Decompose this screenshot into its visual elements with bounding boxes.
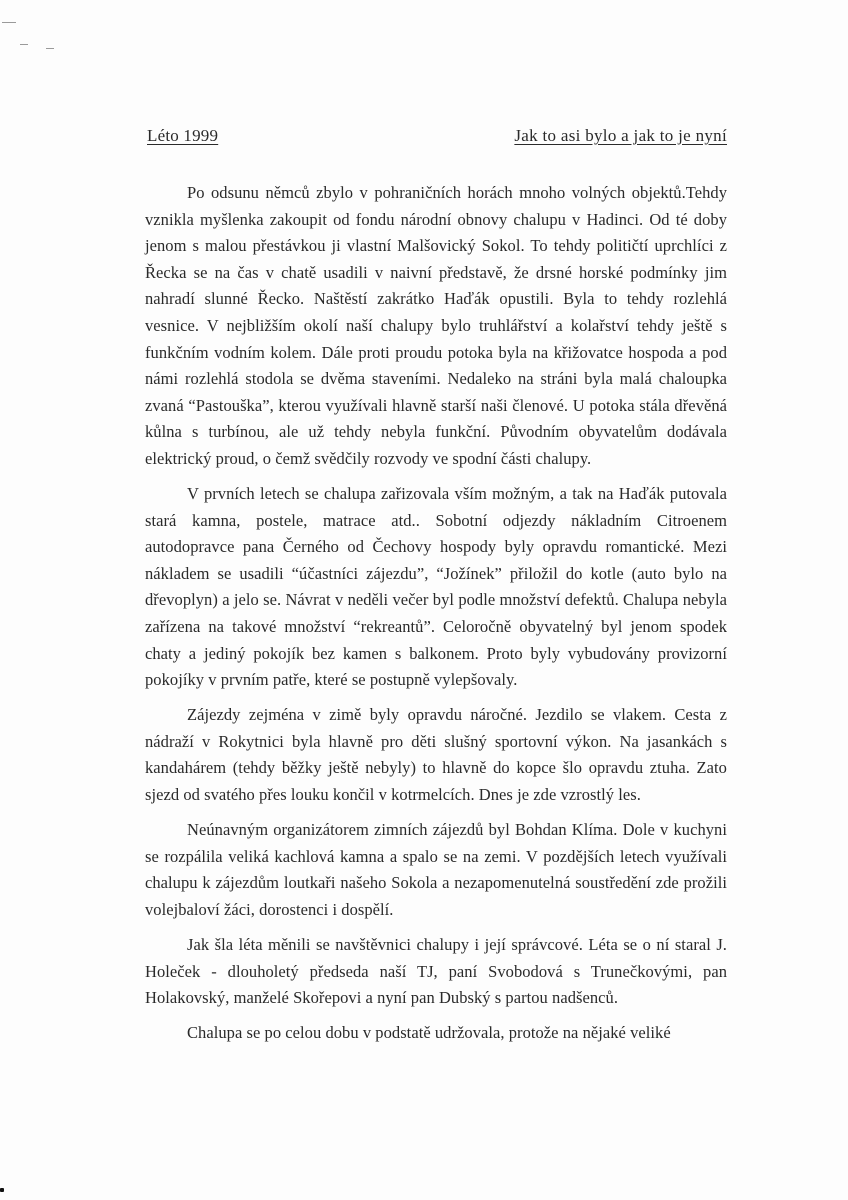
scan-dot xyxy=(0,1188,4,1192)
document-body xyxy=(145,180,727,1055)
paragraph: V prvních letech se chalupa zařizovala vším možným, a tak na Haďák putovala stará kamna, postele, matrace atd.. Sobotní odjezdy nákladním Citroenem autodopravce pana Černého od Čechovy hospody byly opravdu romantické. Mezi nákladem se usadili “účastníci zájezdu”, “Jožínek” přiložil do kotle (auto bylo na dřevoplyn) a jelo se. Návrat v neděli večer byl podle množství defektů. Chalupa nebyla zařízena na takové množství “rekreantů”. Celoročně obyvatelný byl jenom spodek chaty a jediný pokojík bez kamen s balkonem. Proto byly vybudovány provizorní pokojíky v prvním patře, které se postupně vylepšovaly. xyxy=(145,484,727,690)
paragraph: Po odsunu němců zbylo v pohraničních horách mnoho volných objektů.Tehdy vznikla myšlenka zakoupit od fondu národní obnovy chalupu v Hadinci. Od té doby jenom s malou přestávkou ji vlastní Malšovický Sokol. To tehdy političtí uprchlíci z Řecka se na čas v chatě usadili v naivní představě, že drsné horské podmínky jim nahradí slunné Řecko. Naštěstí zakrátko Haďák opustili. Byla to tehdy rozlehlá vesnice. V nejbližším okolí naší chalupy bylo truhlářství a kolařství tehdy ještě s funkčním vodním kolem. Dále proti proudu potoka byla na křižovatce hospoda a pod námi rozlehlá stodola se dvěma staveními. Nedaleko na stráni byla malá chaloupka zvaná “Pastouška”, kterou využívali hlavně starší naši členové. U potoka stála dřevěná kůlna s turbínou, ale už tehdy nebyla funkční. Původním obyvatelům dodávala elektrický proud, o čemž svědčily rozvody ve spodní části chalupy. xyxy=(145,183,727,468)
scan-mark xyxy=(20,44,28,45)
header-title: Jak to asi bylo a jak to je nyní xyxy=(514,126,727,145)
paragraph: Zájezdy zejména v zimě byly opravdu náročné. Jezdilo se vlakem. Cesta z nádraží v Rokytnici byla hlavně pro děti slušný sportovní výkon. Na jasankách s kandahárem (tehdy běžky ještě nebyly) to hlavně do kopce šlo opravdu ztuha. Zato sjezd od svatého přes louku končil v kotrmelcích. Dnes je zde vzrostlý les. xyxy=(145,705,727,805)
paragraph: Chalupa se po celou dobu v podstatě udržovala, protože na nějaké veliké xyxy=(187,1023,671,1043)
paragraph: Jak šla léta měnili se navštěvnici chalupy i její správcové. Léta se o ní staral J. Holeček - dlouholetý předseda naší TJ, paní Svobodová s Trunečkovými, pan Holakovský, manželé Skořepovi a nyní pan Dubský s partou nadšenců. xyxy=(145,935,727,1008)
document-header xyxy=(147,126,727,152)
paragraph: Neúnavným organizátorem zimních zájezdů byl Bohdan Klíma. Dole v kuchyni se rozpálila veliká kachlová kamna a spalo se na zemi. V pozdějších letech využívali chalupu k zájezdům loutkaři našeho Sokola a nezapomenutelná soustředění zde prožili volejbaloví žáci, dorostenci i dospělí. xyxy=(145,820,727,919)
scan-mark xyxy=(2,22,16,23)
header-date: Léto 1999 xyxy=(147,126,219,145)
scan-mark xyxy=(46,48,54,49)
